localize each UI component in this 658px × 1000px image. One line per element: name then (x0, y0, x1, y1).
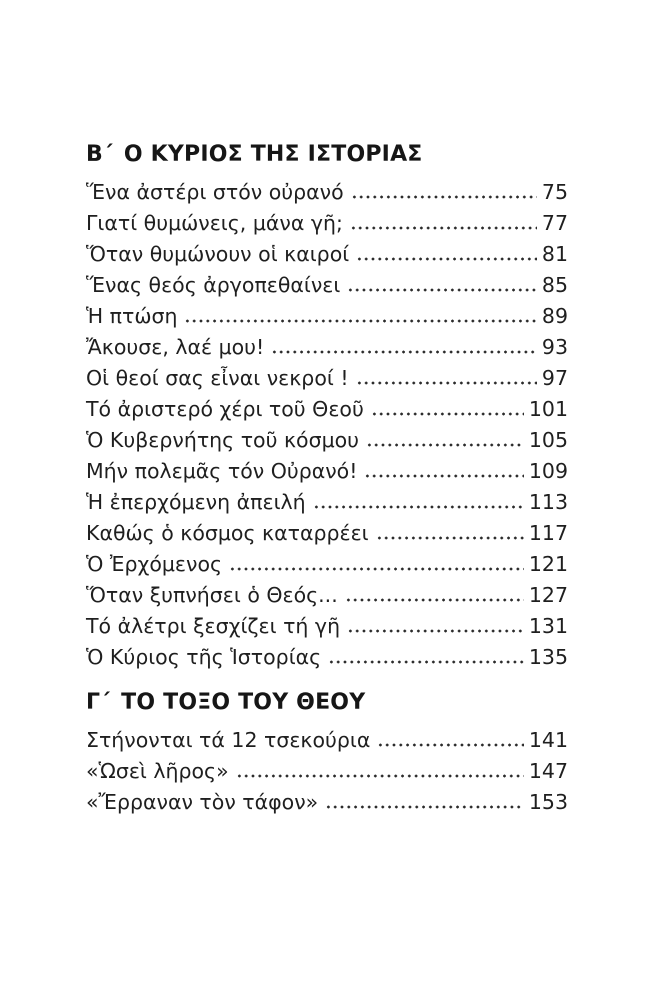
toc-entry-page-number: 117 (528, 521, 568, 545)
toc-entry-title: Ὁ Κυβερνήτης τοῦ κόσμου (86, 428, 360, 452)
toc-entry-title: Ἡ πτώση (86, 304, 178, 328)
toc-entry-title: Μήν πολεμᾶς τόν Οὐρανό! (86, 459, 358, 483)
section-heading-label: Ο ΚΥΡΙΟΣ ΤΗΣ ΙΣΤΟΡΙΑΣ (123, 142, 423, 167)
toc-entry-title: Γιατί θυμώνεις, μάνα γῆ; (86, 211, 343, 235)
section-numeral: Γ΄ (86, 690, 111, 715)
dotted-leader (364, 474, 523, 478)
toc-entry-page-number: 75 (541, 180, 568, 204)
toc-entry-page-number: 131 (528, 614, 568, 638)
toc-entry-page-number: 113 (528, 490, 568, 514)
toc-entry-page-number: 127 (528, 583, 568, 607)
toc-entry-row (86, 642, 568, 673)
section-heading (86, 687, 568, 718)
toc-entry-title: Καθώς ὁ κόσμος καταρρέει (86, 521, 369, 545)
toc-entry-row (86, 301, 568, 332)
toc-entry-title: Ἕνας θεός ἀργοπεθαίνει (86, 273, 341, 297)
dotted-leader (325, 805, 524, 809)
toc-entry-row (86, 725, 568, 756)
toc-entry-page-number: 93 (541, 335, 568, 359)
dotted-leader (347, 288, 537, 292)
toc-entry-row (86, 239, 568, 270)
toc-entry-title: Ὅταν θυμώνουν οἱ καιροί (86, 242, 350, 266)
dotted-leader (271, 350, 537, 354)
toc-entry-row (86, 332, 568, 363)
dotted-leader (328, 660, 524, 664)
dotted-leader (229, 567, 524, 571)
toc-entry-row (86, 756, 568, 787)
toc-entry-title: Ὁ Κύριος τῆς Ἱστορίας (86, 645, 322, 669)
dotted-leader (356, 257, 537, 261)
toc-entry-title: Ἡ ἐπερχόμενη ἀπειλή (86, 490, 306, 514)
toc-entry-page-number: 147 (528, 759, 568, 783)
toc-entry-page-number: 109 (528, 459, 568, 483)
toc-entry-row (86, 611, 568, 642)
toc-entry-page-number: 89 (541, 304, 568, 328)
section-heading (86, 139, 568, 170)
toc-entry-row (86, 487, 568, 518)
toc-entry-row (86, 580, 568, 611)
toc-entry-page-number: 135 (528, 645, 568, 669)
toc-entry-title: Ἕνα ἀστέρι στόν οὐρανό (86, 180, 344, 204)
toc-section (86, 139, 568, 673)
toc-section (86, 687, 568, 818)
toc-entry-page-number: 77 (541, 211, 568, 235)
toc-entry-row (86, 270, 568, 301)
toc-entry-page-number: 105 (528, 428, 568, 452)
toc-entry-page-number: 97 (541, 366, 568, 390)
section-numeral: Β΄ (86, 142, 113, 167)
toc-entry-title: Ὅταν ξυπνήσει ὁ Θεός... (86, 583, 338, 607)
toc-entry-page-number: 141 (528, 728, 568, 752)
toc-entry-row (86, 456, 568, 487)
toc-entry-title: Στήνονται τά 12 τσεκούρια (86, 728, 371, 752)
toc-entry-row (86, 208, 568, 239)
toc-entry-row (86, 518, 568, 549)
dotted-leader (350, 226, 537, 230)
toc-entry-page-number: 81 (541, 242, 568, 266)
toc-entry-page-number: 153 (528, 790, 568, 814)
table-of-contents (86, 139, 568, 818)
toc-entry-title: Τό ἀριστερό χέρι τοῦ Θεοῦ (86, 397, 364, 421)
toc-entry-title: «Ἔρραναν τὸν τάφον» (86, 790, 319, 814)
dotted-leader (371, 412, 524, 416)
toc-entry-row (86, 787, 568, 818)
dotted-leader (347, 629, 524, 633)
toc-entry-page-number: 121 (528, 552, 568, 576)
section-heading-label: ΤΟ ΤΟΞΟ ΤΟΥ ΘΕΟΥ (121, 690, 366, 715)
toc-entry-row (86, 363, 568, 394)
dotted-leader (351, 195, 537, 199)
toc-entry-row (86, 177, 568, 208)
toc-entry-row (86, 549, 568, 580)
toc-entry-title: «Ὡσεὶ λῆρος» (86, 759, 229, 783)
toc-entry-title: Ὁ Ἐρχόμενος (86, 552, 223, 576)
toc-entry-page-number: 85 (541, 273, 568, 297)
dotted-leader (184, 319, 536, 323)
dotted-leader (377, 743, 523, 747)
toc-entry-page-number: 101 (528, 397, 568, 421)
toc-entry-row (86, 394, 568, 425)
dotted-leader (236, 774, 524, 778)
toc-entry-row (86, 425, 568, 456)
toc-entry-title: Ἄκουσε, λαέ μου! (86, 335, 265, 359)
dotted-leader (376, 536, 524, 540)
dotted-leader (345, 598, 524, 602)
dotted-leader (366, 443, 524, 447)
toc-entry-title: Τό ἀλέτρι ξεσχίζει τή γῆ (86, 614, 341, 638)
toc-entry-title: Οἱ θεοί σας εἶναι νεκροί ! (86, 366, 349, 390)
dotted-leader (356, 381, 537, 385)
dotted-leader (313, 505, 524, 509)
